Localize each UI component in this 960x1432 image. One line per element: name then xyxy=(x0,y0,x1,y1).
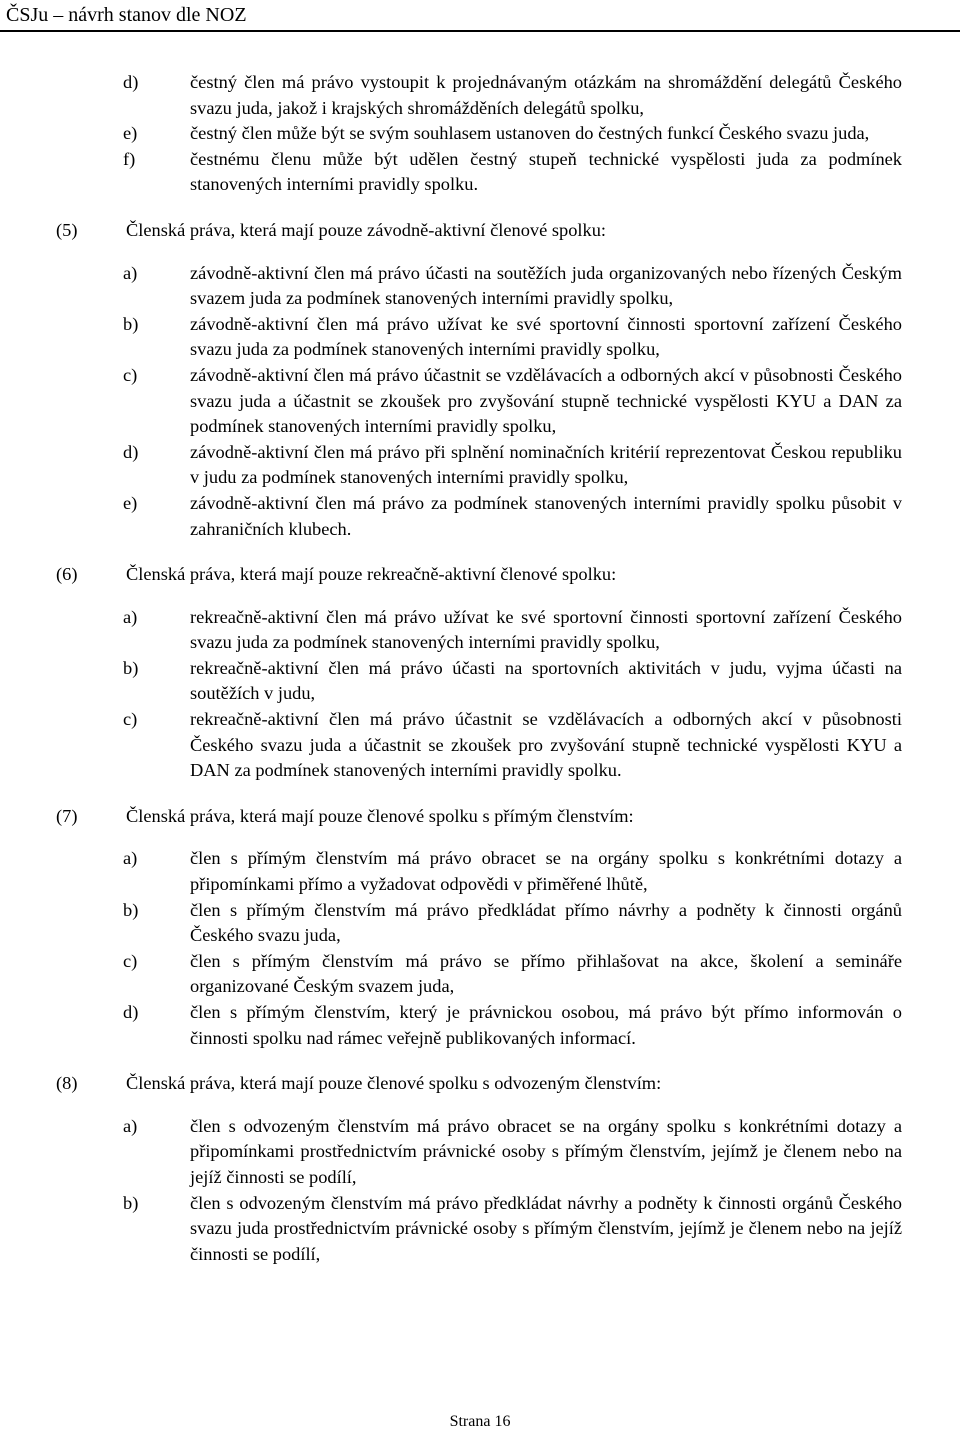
item-letter: e) xyxy=(123,492,138,513)
item-text: rekreačně-aktivní člen má právo účastnit se vzdělávacích a odborných akcí v působnosti Českého svazu juda a účastnit se zkoušek pro zvyšování stupně technické vyspělosti KYU a DAN za podmínek stanovených interními pravidly spolku. xyxy=(190,709,902,781)
item-letter: a) xyxy=(123,848,138,869)
section-number: (5) xyxy=(56,219,78,240)
section-8-heading xyxy=(56,1071,902,1097)
item-text: čestný člen může být se svým souhlasem ustanoven do čestných funkcí Českého svazu juda, xyxy=(190,123,870,144)
section-7-heading xyxy=(56,804,902,830)
item-letter: d) xyxy=(123,72,139,92)
item-text: člen s přímým členstvím má právo se přímo přihlašovat na akce, školení a semináře organizované Českým svazem juda, xyxy=(190,950,902,997)
list-item xyxy=(56,1191,902,1268)
item-letter: e) xyxy=(123,123,138,144)
list-item xyxy=(56,707,902,784)
section-6-heading xyxy=(56,562,902,588)
item-text: člen s přímým členstvím, který je právnickou osobou, má právo být přímo informován o činnosti spolku nad rámec veřejně publikovaných informací. xyxy=(190,1002,902,1048)
section-number: (7) xyxy=(56,805,78,826)
section-title: Členská práva, která mají pouze rekreačně-aktivní členové spolku: xyxy=(126,564,617,585)
list-item xyxy=(56,147,902,198)
item-letter: b) xyxy=(123,899,139,920)
item-letter: b) xyxy=(123,1192,139,1213)
section-title: Členská práva, která mají pouze závodně-aktivní členové spolku: xyxy=(126,219,607,240)
item-text: čestný člen má právo vystoupit k projednávaným otázkám na shromáždění delegátů Českého svazu juda, jakož i krajských shromážděních delegátů spolku, xyxy=(190,72,902,118)
item-letter: d) xyxy=(123,441,139,462)
list-item xyxy=(56,70,902,121)
list-item xyxy=(56,898,902,949)
list-item xyxy=(56,1000,902,1051)
section-title: Členská práva, která mají pouze členové spolku s odvozeným členstvím: xyxy=(126,1073,662,1094)
item-text: závodně-aktivní člen má právo užívat ke své sportovní činnosti sportovní zařízení Českého svazu juda za podmínek stanovených interními pravidly spolku, xyxy=(190,313,902,360)
section-title: Členská práva, která mají pouze členové spolku s přímým členstvím: xyxy=(126,805,634,826)
section-number: (8) xyxy=(56,1073,78,1094)
list-item xyxy=(56,491,902,542)
item-text: závodně-aktivní člen má právo za podmínek stanovených interními pravidly spolku působit v zahraničních klubech. xyxy=(190,492,902,539)
header-rule xyxy=(0,30,960,32)
item-text: závodně-aktivní člen má právo účastnit se vzdělávacích a odborných akcí v působnosti Českého svazu juda a účastnit se zkoušek pro zvyšování stupně technické vyspělosti KYU a DAN za podmínek stanovených interními pravidly spolku, xyxy=(190,364,902,437)
item-letter: d) xyxy=(123,1002,139,1022)
section-5-heading xyxy=(56,218,902,244)
section-6-items xyxy=(56,605,902,784)
list-item xyxy=(56,312,902,363)
item-letter: c) xyxy=(123,364,138,385)
item-letter: a) xyxy=(123,606,138,627)
section-7-items xyxy=(56,846,902,1051)
document-body xyxy=(56,70,902,1267)
list-item xyxy=(56,605,902,656)
item-letter: c) xyxy=(123,950,138,971)
item-letter: b) xyxy=(123,657,139,678)
item-text: rekreačně-aktivní člen má právo užívat ke své sportovní činnosti sportovní zařízení Českého svazu juda za podmínek stanovených interními pravidly spolku, xyxy=(190,606,902,653)
list-item xyxy=(56,363,902,440)
item-text: závodně-aktivní člen má právo účasti na soutěžích juda organizovaných nebo řízených Českým svazem juda za podmínek stanovených interními pravidly spolku, xyxy=(190,262,902,309)
list-item xyxy=(56,440,902,491)
item-text: člen s odvozeným členstvím má právo obracet se na orgány spolku s konkrétními dotazy a připomínkami prostřednictvím právnické osoby s přímým členstvím, jejímž je členem nebo na jejíž činnosti se podílí, xyxy=(190,1115,902,1187)
item-letter: a) xyxy=(123,262,138,283)
item-text: čestnému členu může být udělen čestný stupeň technické vyspělosti juda za podmínek stanovených interními pravidly spolku. xyxy=(190,148,902,195)
page-header-title: ČSJu – návrh stanov dle NOZ xyxy=(6,4,247,26)
list-item xyxy=(56,949,902,1000)
item-text: závodně-aktivní člen má právo při splnění nominačních kritérií reprezentovat Českou republiku v judu za podmínek stanovených interními pravidly spolku, xyxy=(190,441,902,488)
item-letter: a) xyxy=(123,1115,138,1136)
item-letter: c) xyxy=(123,709,138,730)
intro-items xyxy=(56,70,902,198)
item-text: rekreačně-aktivní člen má právo účasti na sportovních aktivitách v judu, vyjma účasti na soutěžích v judu, xyxy=(190,657,902,704)
list-item xyxy=(56,846,902,897)
item-text: člen s přímým členstvím má právo předkládat přímo návrhy a podněty k činnosti orgánů Českého svazu juda, xyxy=(190,899,902,946)
page-number: Strana 16 xyxy=(449,1413,511,1430)
section-8-items xyxy=(56,1114,902,1268)
item-text: člen s přímým členstvím má právo obracet se na orgány spolku s konkrétními dotazy a připomínkami přímo a vyžadovat odpovědi v přiměřené lhůtě, xyxy=(190,848,902,895)
section-5-items xyxy=(56,261,902,543)
item-text: člen s odvozeným členstvím má právo předkládat návrhy a podněty k činnosti orgánů Českého svazu juda prostřednictvím právnické osoby s přímým členstvím, jejímž je členem nebo na jejíž činnosti se podílí, xyxy=(190,1192,902,1264)
list-item xyxy=(56,121,902,147)
list-item xyxy=(56,1114,902,1191)
list-item xyxy=(56,261,902,312)
item-letter: b) xyxy=(123,313,139,334)
item-letter: f) xyxy=(123,148,136,169)
list-item xyxy=(56,656,902,707)
section-number: (6) xyxy=(56,564,78,585)
